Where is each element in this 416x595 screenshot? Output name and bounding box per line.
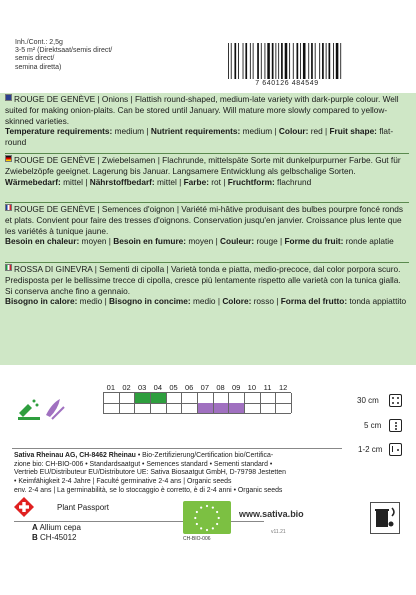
trait-value: rot | — [208, 176, 228, 187]
calendar-month-label: 09 — [231, 383, 241, 392]
calendar-month-cell — [244, 393, 260, 413]
calendar-end-line — [291, 393, 292, 413]
calendar-month-cell — [134, 393, 150, 413]
calendar-month-cell — [150, 393, 166, 413]
section-italian — [5, 264, 409, 307]
harvest-period-mark — [229, 403, 244, 413]
passport-line-a — [32, 523, 81, 532]
trait-label: Forma del frutto: — [280, 296, 348, 307]
eu-leaf-icon — [183, 501, 231, 534]
harvest-period-mark — [214, 403, 229, 413]
de-flag-icon — [5, 155, 12, 162]
barcode — [226, 43, 344, 79]
variety-name: ROSSA DI GINEVRA — [14, 264, 93, 274]
sowing-area-3: semina diretta) — [15, 63, 62, 71]
sowing-period-mark — [135, 393, 150, 403]
barcode-number: 7 640126 484549 — [255, 80, 319, 87]
calendar-month-cell — [103, 393, 119, 413]
description-panel — [0, 93, 416, 365]
trait-label: Besoin en chaleur: — [5, 236, 80, 247]
calendar-month-cell — [166, 393, 182, 413]
calendar-month-label: 11 — [263, 383, 272, 392]
variety-description: | Onions | Flattish round-shaped, medium-late variety with dark-purple colour. Well suited for making onion-plaits. Can be stored until January. Will mature more slowly compared to yellow-skinned varieties. — [5, 94, 399, 126]
trait-value: mittel | — [154, 176, 184, 187]
recycling-disposal-icon — [370, 502, 400, 534]
plant-passport-title: Plant Passport — [57, 503, 110, 512]
trait-value: rouge | — [254, 236, 285, 247]
calendar-month-cell — [197, 393, 213, 413]
calendar-month-label: 05 — [169, 383, 178, 392]
variety-description: | Semences d'oignon | Variété mi-hâtive produisant des bulbes pourpre foncé ronds et plats. Convient pour faire des tresses d'oignons. Conservation jusqu'en janvier. Croissance plus lente que les variétés à tunique jaune. — [5, 204, 403, 236]
trait-label: Temperature requirements: — [5, 126, 113, 137]
trait-value: medio | — [77, 296, 110, 307]
passport-value: CH-45012 — [40, 533, 77, 542]
variety-name: ROUGE DE GENÈVE — [14, 94, 96, 104]
sowing-period-mark — [151, 393, 166, 403]
company-text: zione bio: CH-BIO-006 • Standardsaatgut • Semences standard • Sementi standard • — [14, 460, 273, 468]
variety-description: | Sementi di cipolla | Varietà tonda e piatta, medio-precoce, dal color porpora scuro. Predisposta per le bellissime trecce di cipolla, cresce più lentamente rispetto alle varietà con la tunica gialla. Si conserva anche fino a gennaio. — [5, 264, 401, 296]
company-name: Sativa Rheinau AG, CH-8462 Rheinau — [14, 452, 136, 459]
trait-value: moyen | — [79, 236, 114, 247]
it-flag-icon — [5, 264, 12, 271]
trait-label: Nährstoffbedarf: — [89, 176, 155, 187]
company-text: env. 2-4 ans | La germinabilità, se lo stoccaggio è corretto, è di 2-4 anni • Organic seeds — [14, 486, 283, 494]
calendar-month-label: 10 — [247, 383, 256, 392]
divider — [5, 262, 409, 263]
trait-value: flachrund — [274, 176, 312, 187]
sowing-depth: 1-2 cm — [358, 445, 383, 454]
variety-name: ROUGE DE GENÈVE — [14, 155, 96, 165]
sowing-icon — [18, 400, 40, 421]
trait-label: Couleur: — [220, 236, 255, 247]
calendar-month-cell — [228, 393, 244, 413]
trait-value: tonda appiattito — [347, 296, 407, 307]
calendar-month-label: 07 — [200, 383, 209, 392]
calendar-month-cell — [213, 393, 229, 413]
plant-spacing: 5 cm — [364, 421, 382, 430]
package-info — [15, 39, 112, 72]
eu-organic-code: CH-BIO-006 — [183, 536, 211, 542]
calendar-month-label: 01 — [106, 383, 115, 392]
sowing-area-2: semis direct/ — [15, 55, 55, 63]
calendar-month-label: 04 — [153, 383, 162, 392]
company-text: • Keimfähigkeit 2-4 Jahre | Faculté germinative 2-4 ans | Organic seeds — [14, 478, 232, 486]
trait-label: Nutrient requirements: — [150, 126, 241, 137]
divider — [5, 153, 409, 154]
trait-label: Bisogno in concime: — [109, 296, 191, 307]
trait-value: rosso | — [251, 296, 281, 307]
trait-label: Colour: — [278, 126, 309, 137]
passport-label: B — [32, 533, 38, 542]
calendar-month-cell — [275, 393, 291, 413]
variety-name: ROUGE DE GENÈVE — [14, 204, 96, 214]
version-code: v11.21 — [271, 529, 286, 535]
trait-label: Fruchtform: — [227, 176, 275, 187]
harvest-icon — [46, 399, 64, 419]
passport-value: Allium cepa — [39, 523, 81, 532]
calendar-month-cell — [181, 393, 197, 413]
sowing-harvest-icons — [16, 393, 68, 423]
trait-label: Forme du fruit: — [284, 236, 344, 247]
sowing-area-1: 3-5 m² (Direktsaat/semis direct/ — [15, 47, 113, 55]
trait-value: medium | — [240, 126, 279, 137]
section-german — [5, 155, 409, 187]
company-text: Vertrieb EU/Distributeur EU/Distributore UE: Sativa Biosaatgut GmbH, D-79798 Jestetten — [14, 469, 286, 477]
passport-line-b — [32, 533, 76, 542]
calendar-month-cell — [119, 393, 135, 413]
trait-value: flat-round — [5, 126, 394, 148]
section-english — [5, 94, 409, 148]
harvest-period-mark — [198, 403, 213, 413]
row-spacing-icon — [389, 394, 402, 407]
divider — [5, 202, 409, 203]
calendar-month-cell — [260, 393, 276, 413]
trait-value: red | — [308, 126, 330, 137]
calendar-month-label: 12 — [278, 383, 288, 392]
content-weight: Inh./Cont.: 2,5g — [15, 39, 63, 46]
passport-label: A — [32, 523, 38, 532]
row-spacing: 30 cm — [357, 396, 379, 405]
trait-value: medio | — [190, 296, 223, 307]
trait-label: Besoin en fumure: — [113, 236, 187, 247]
swiss-flag-icon — [14, 497, 34, 517]
trait-label: Farbe: — [183, 176, 209, 187]
trait-label: Wärmebedarf: — [5, 176, 61, 187]
trait-value: ronde aplatie — [343, 236, 394, 247]
calendar-month-label: 02 — [122, 383, 131, 392]
trait-value: mittel | — [60, 176, 90, 187]
plant-spacing-icon — [389, 419, 402, 432]
variety-description: | Zwiebelsamen | Flachrunde, mittelspäte Sorte mit dunkelpurpurner Farbe. Gut für Zwiebelzöpfe geeignet. Lagerung bis Januar. Langsamere Entwicklung als gelbschalige Sorten. — [5, 155, 401, 176]
calendar-month-label: 03 — [137, 383, 147, 392]
sowing-calendar — [103, 383, 291, 413]
footer-divider — [12, 448, 342, 449]
trait-value: moyen | — [186, 236, 221, 247]
uk-flag-icon — [5, 94, 12, 101]
fr-flag-icon — [5, 204, 12, 211]
company-info — [14, 452, 374, 496]
calendar-month-label: 08 — [216, 383, 225, 392]
eu-organic-logo — [183, 501, 231, 534]
trait-value: medium | — [112, 126, 151, 137]
website-url[interactable]: www.sativa.bio — [239, 509, 304, 519]
trait-label: Bisogno in calore: — [5, 296, 78, 307]
sowing-depth-icon — [389, 443, 402, 456]
section-french — [5, 204, 409, 247]
trait-label: Fruit shape: — [329, 126, 377, 137]
calendar-month-label: 06 — [184, 383, 194, 392]
company-text: • Bio-Zertifizierung/Certification bio/Certifica- — [135, 452, 274, 459]
trait-label: Colore: — [222, 296, 252, 307]
